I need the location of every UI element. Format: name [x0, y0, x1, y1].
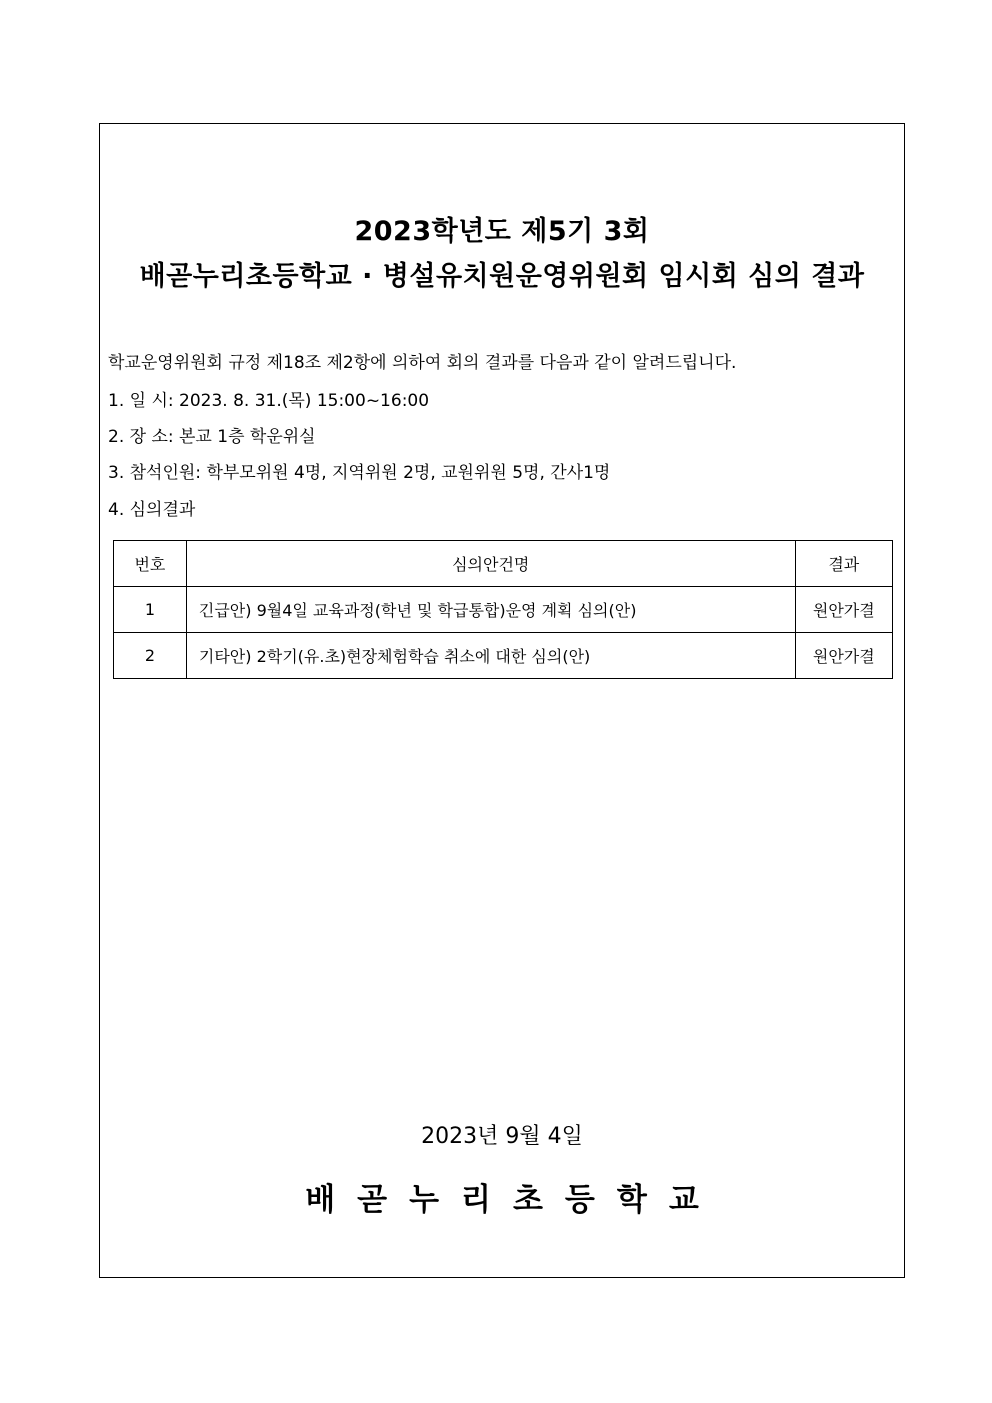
document-frame — [99, 123, 905, 1278]
results-table — [113, 540, 893, 679]
intro-text: 학교운영위원회 규정 제18조 제2항에 의하여 회의 결과를 다음과 같이 알려드립니다. — [108, 353, 737, 373]
school-name-signature: 배곧누리초등학교 — [305, 1182, 721, 1218]
document-date: 2023년 9월 4일 — [421, 1124, 583, 1149]
item-attendees: 3. 참석인원: 학부모위원 4명, 지역위원 2명, 교원위원 5명, 간사1명 — [108, 463, 611, 483]
row-agenda-title: 기타안) 2학기(유.초)현장체험학습 취소에 대한 심의(안) — [186, 633, 795, 679]
row-agenda-title: 긴급안) 9월4일 교육과정(학년 및 학급통합)운영 계획 심의(안) — [186, 587, 795, 633]
table-header-row — [114, 541, 893, 587]
row-number: 2 — [114, 633, 187, 679]
document-title-line1: 2023학년도 제5기 3회 — [354, 216, 650, 247]
item-datetime: 1. 일 시: 2023. 8. 31.(목) 15:00~16:00 — [108, 391, 430, 411]
header-result: 결과 — [795, 541, 892, 587]
item-location: 2. 장 소: 본교 1층 학운위실 — [108, 427, 316, 447]
row-number: 1 — [114, 587, 187, 633]
header-agenda-title: 심의안건명 — [186, 541, 795, 587]
table-row — [114, 587, 893, 633]
item-results-heading: 4. 심의결과 — [108, 500, 196, 520]
row-result: 원안가결 — [795, 587, 892, 633]
table-row — [114, 633, 893, 679]
document-title-line2: 배곧누리초등학교 · 병설유치원운영위원회 임시회 심의 결과 — [139, 261, 865, 292]
row-result: 원안가결 — [795, 633, 892, 679]
header-number: 번호 — [114, 541, 187, 587]
